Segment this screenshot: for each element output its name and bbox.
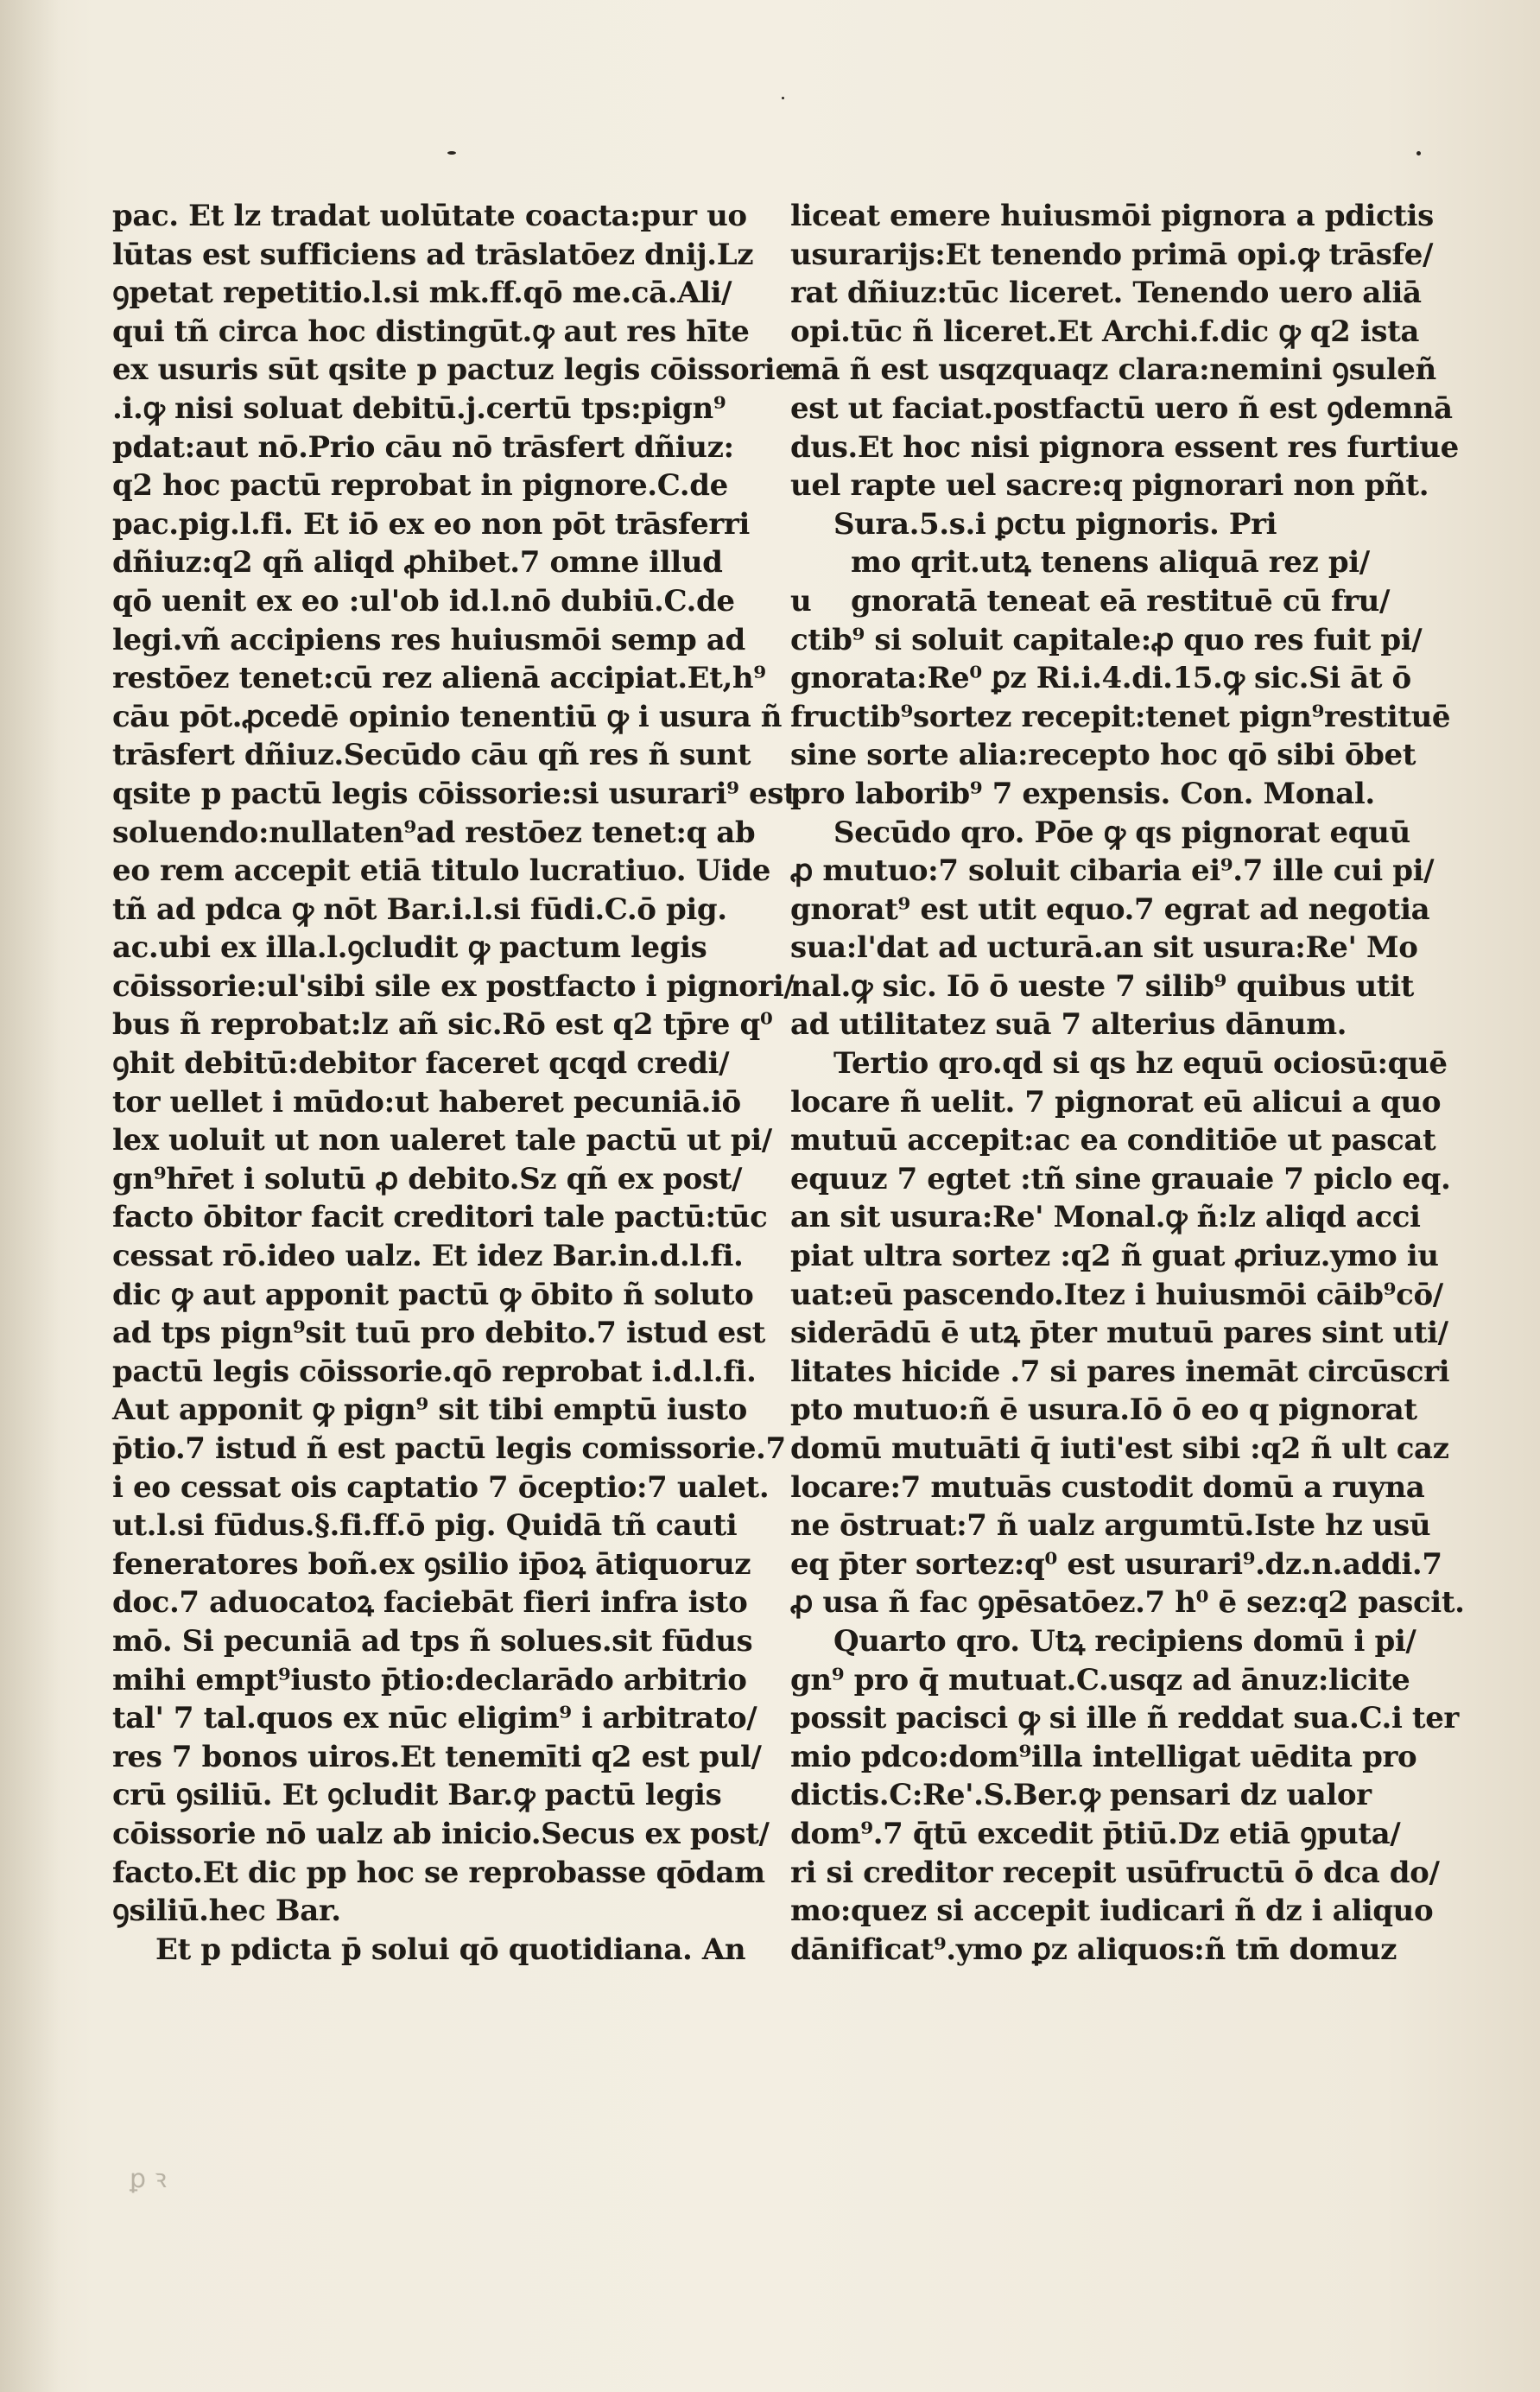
- text-line: feneratores boñ.ex ꝯsilio ip̄oꝝ ātiquoruz: [112, 1546, 751, 1582]
- text-line: siderādū ē utꝝ p̄ter mutuū pares sint uti/: [790, 1316, 1448, 1351]
- text-line: dom⁹.7 q̄tū excedit p̄tiū.Dz etiā ꝯputa/: [790, 1816, 1401, 1851]
- text-line: cessat rō.ideo ualz. Et idez Bar.in.d.l.fi.: [112, 1239, 744, 1274]
- ink-speck: [1416, 151, 1421, 155]
- text-line: liceat emere huiusmōi pignora a pdictis: [790, 199, 1434, 233]
- text-line: restōez tenet:cū rez alienā accipiat.Et,h⁹: [112, 661, 766, 696]
- text-line: an sit usura:Re' Monal.ꝙ ñ:lz aliqd acci: [790, 1200, 1421, 1235]
- left-text-column: [112, 197, 797, 1969]
- text-line: opi.tūc ñ liceret.Et Archi.f.dic ꝙ q2 ista: [790, 314, 1420, 349]
- text-line: litates hicide .7 si pares inemāt circūscri: [790, 1354, 1450, 1389]
- text-line: mio pdco:dom⁹illa intelligat uēdita pro: [790, 1739, 1417, 1774]
- text-line: soluendo:nullaten⁹ad restōez tenet:q ab: [112, 815, 756, 850]
- text-line: cāu pōt.ꝓcedē opinio tenentiū ꝙ i usura ñ: [112, 699, 783, 734]
- text-line: piat ultra sortez :q2 ñ guat ꝓriuz.ymo iu: [790, 1239, 1439, 1274]
- text-line: ad tps pign⁹sit tuū pro debito.7 istud est: [112, 1316, 765, 1351]
- text-line: ꝯhit debitū:debitor faceret qcqd credi/: [112, 1046, 730, 1082]
- text-line: ne ōstruat:7 ñ ualz argumtū.Iste hz usū: [790, 1508, 1431, 1544]
- text-line: i eo cessat ois captatio 7 ōceptio:7 ualet.: [112, 1469, 770, 1505]
- text-line: lex uoluit ut non ualeret tale pactū ut pi/: [112, 1123, 772, 1158]
- text-line: nal.ꝙ sic. Iō ō ueste 7 silib⁹ quibus utit: [790, 968, 1414, 1004]
- text-line: dic ꝙ aut apponit pactū ꝙ ōbito ñ soluto: [112, 1277, 754, 1312]
- text-line: tor uellet i mūdo:ut haberet pecuniā.iō: [112, 1084, 741, 1120]
- text-line-body: gnoratā teneat eā restituē cū fru/: [851, 583, 1390, 619]
- text-line: ut.l.si fūdus.§.fi.ff.ō pig. Quidā tñ cauti: [112, 1508, 738, 1544]
- text-line: pro laborib⁹ 7 expensis. Con. Monal.: [790, 776, 1375, 811]
- text-line: cōissorie nō ualz ab inicio.Secus ex post/: [112, 1816, 770, 1851]
- text-line: ꝯsiliū.hec Bar.: [112, 1894, 341, 1929]
- text-line: mo:quez si accepit iudicari ñ dz i aliquo: [790, 1894, 1434, 1929]
- ink-speck: [447, 151, 456, 155]
- text-line: .i.ꝙ nisi soluat debitū.j.certū tps:pign⁹: [112, 390, 726, 426]
- text-line: pdat:aut nō.Prio cāu nō trāsfert dñiuz:: [112, 429, 734, 465]
- text-line: Aut apponit ꝙ pign⁹ sit tibi emptū iusto: [112, 1393, 747, 1428]
- text-line: crū ꝯsiliū. Et ꝯcludit Bar.ꝙ pactū legis: [112, 1778, 722, 1813]
- text-line: sua:l'dat ad ucturā.an sit usura:Re' Mo: [790, 930, 1418, 966]
- text-line: Sura.5.s.i ꝑctu pignoris. Pri: [833, 506, 1277, 542]
- text-line: doc.7 aduocatoꝝ faciebāt fieri infra isto: [112, 1585, 748, 1621]
- text-line: possit pacisci ꝙ si ille ñ reddat sua.C.i ter: [790, 1701, 1459, 1736]
- text-line: ctib⁹ si soluit capitale:ꝓ quo res fuit pi/: [790, 622, 1423, 657]
- text-line: uat:eū pascendo.Itez i huiusmōi cāib⁹cō/: [790, 1277, 1443, 1312]
- text-line: Et p pdicta p̄ solui qō quotidiana. An: [155, 1932, 746, 1967]
- text-line: ꝓ mutuo:7 soluit cibaria ei⁹.7 ille cui pi/: [790, 853, 1435, 889]
- text-line: qsite p pactū legis cōissorie:si usurari⁹ est: [112, 776, 797, 811]
- text-line: facto.Et dic pp hoc se reprobasse qōdam: [112, 1855, 765, 1890]
- text-line: bus ñ reprobat:lz añ sic.Rō est q2 tp̄re q⁰: [112, 1007, 773, 1043]
- text-line: eq p̄ter sortez:q⁰ est usurari⁹.dz.n.addi.7: [790, 1546, 1442, 1582]
- text-line: q2 hoc pactū reprobat in pignore.C.de: [112, 468, 728, 504]
- text-line: gn⁹hr̄et i solutū ꝓ debito.Sz qñ ex post/: [112, 1161, 743, 1196]
- text-line: domū mutuāti q̄ iuti'est sibi :q2 ñ ult caz: [790, 1431, 1449, 1466]
- text-line: mō. Si pecuniā ad tps ñ solues.sit fūdus: [112, 1623, 753, 1659]
- text-line: res 7 bonos uiros.Et tenemīti q2 est pul/: [112, 1739, 762, 1774]
- text-line: [790, 582, 1395, 621]
- text-line: ri si creditor recepit usūfructū ō dca do/: [790, 1855, 1440, 1890]
- text-line: ac.ubi ex illa.l.ꝯcludit ꝙ pactum legis: [112, 930, 707, 966]
- text-line: p̄tio.7 istud ñ est pactū legis comissorie.7: [112, 1431, 786, 1466]
- text-line: locare ñ uelit. 7 pignorat eū alicui a quo: [790, 1084, 1442, 1120]
- text-line: qui tñ circa hoc distingūt.ꝙ aut res hīte: [112, 314, 750, 349]
- text-line: [790, 543, 1395, 582]
- text-line: pto mutuo:ñ ē usura.Iō ō eo q pignorat: [790, 1393, 1417, 1428]
- gutter-shadow: [0, 0, 60, 2392]
- text-line: trāsfert dñiuz.Secūdo cāu qñ res ñ sunt: [112, 738, 751, 773]
- text-line: eo rem accepit etiā titulo lucratiuo. Uide: [112, 853, 770, 889]
- text-line: locare:7 mutuās custodit domū a ruyna: [790, 1469, 1425, 1505]
- text-line: tal' 7 tal.quos ex nūc eligim⁹ i arbitrato/: [112, 1701, 757, 1736]
- text-line: lūtas est sufficiens ad trāslatōez dnij.Lz: [112, 237, 754, 272]
- initial-letter-space: u: [790, 583, 812, 619]
- ink-speck: [782, 97, 784, 99]
- text-line: facto ōbitor facit creditori tale pactū:tūc: [112, 1200, 768, 1235]
- text-line: mihi empt⁹iusto p̄tio:declarādo arbitrio: [112, 1662, 747, 1697]
- text-line: est ut faciat.postfactū uero ñ est ꝯdemnā: [790, 390, 1453, 426]
- text-line: gn⁹ pro q̄ mutuat.C.usqz ad ānuz:licite: [790, 1662, 1410, 1697]
- text-line: cōissorie:ul'sibi sile ex postfacto i pignori/: [112, 968, 795, 1004]
- text-line: sine sorte alia:recepto hoc qō sibi ōbet: [790, 738, 1416, 773]
- text-line: dus.Et hoc nisi pignora essent res furtiue: [790, 429, 1459, 465]
- text-line: ad utilitatez suā 7 alterius dānum.: [790, 1007, 1347, 1043]
- text-line: Quarto qro. Utꝝ recipiens domū i pi/: [833, 1623, 1416, 1659]
- text-line: uel rapte uel sacre:q pignorari non pñt.: [790, 468, 1429, 504]
- text-line-body: mo qrit.utꝝ tenens aliquā rez pi/: [851, 545, 1370, 581]
- text-line: Tertio qro.qd si qs hz equū ociosū:quē: [833, 1046, 1448, 1082]
- text-line: gnorata:Re⁰ ꝑz Ri.i.4.di.15.ꝙ sic.Si āt ō: [790, 661, 1411, 696]
- text-line: ꝯpetat repetitio.l.si mk.ff.qō me.cā.Ali/: [112, 276, 732, 311]
- text-line: dānificat⁹.ymo ꝑz aliquos:ñ tm̄ domuz: [790, 1932, 1397, 1967]
- text-line: gnorat⁹ est utit equo.7 egrat ad negotia: [790, 891, 1430, 927]
- text-line: qō uenit ex eo :ul'ob id.l.nō dubiū.C.de: [112, 583, 735, 619]
- text-line: rat dñiuz:tūc liceret. Tenendo uero aliā: [790, 276, 1422, 311]
- right-text-column: [790, 197, 1465, 1969]
- text-line: mā ñ est usqzquaqz clara:nemini ꝯsuleñ: [790, 352, 1436, 388]
- text-line: ꝓ usa ñ fac ꝯpēsatōez.7 h⁰ ē sez:q2 pascit.: [790, 1585, 1465, 1621]
- text-line: fructib⁹sortez recepit:tenet pign⁹restituē: [790, 699, 1451, 734]
- text-line: pactū legis cōissorie.qō reprobat i.d.l.fi.: [112, 1354, 757, 1389]
- text-line: tñ ad pdca ꝙ nōt Bar.i.l.si fūdi.C.ō pig.: [112, 891, 727, 927]
- faint-bottom-marks: ꝑ ꝛ: [130, 2164, 167, 2194]
- text-line: Secūdo qro. Pōe ꝙ qs pignorat equū: [833, 815, 1410, 850]
- text-line: legi.vñ accipiens res huiusmōi semp ad: [112, 622, 745, 657]
- text-line: pac. Et lz tradat uolūtate coacta:pur uo: [112, 199, 747, 233]
- text-line: dictis.C:Re'.S.Ber.ꝙ pensari dz ualor: [790, 1778, 1372, 1813]
- text-line: equuz 7 egtet :tñ sine grauaie 7 piclo eq.: [790, 1161, 1451, 1196]
- text-line: pac.pig.l.fi. Et iō ex eo non pōt trāsferri: [112, 506, 750, 542]
- text-line: usurarijs:Et tenendo primā opi.ꝙ trāsfe/: [790, 237, 1433, 272]
- text-line: dñiuz:q2 qñ aliqd ꝓhibet.7 omne illud: [112, 545, 723, 581]
- text-line: ex usuris sūt qsite p pactuz legis cōissorie: [112, 352, 794, 388]
- text-line: mutuū accepit:ac ea conditiōe ut pascat: [790, 1123, 1436, 1158]
